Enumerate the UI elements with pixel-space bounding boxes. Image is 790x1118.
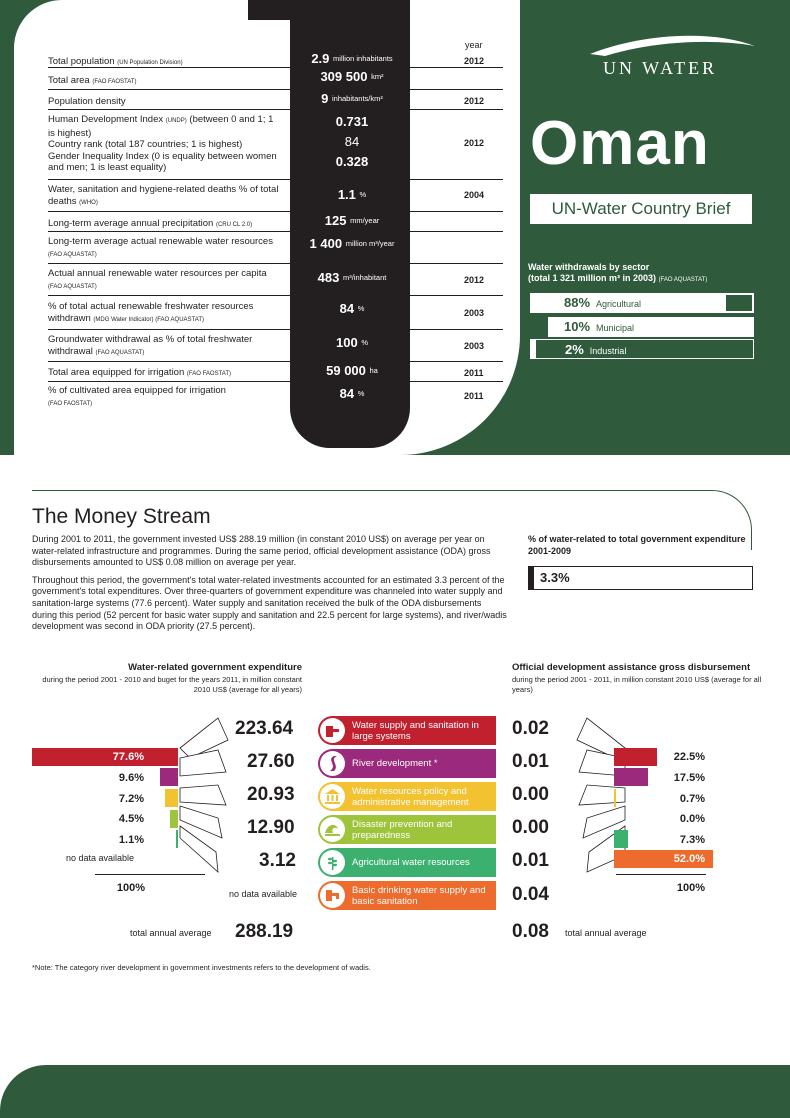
withdrawal-bar-agricultural: 88% Agricultural (530, 293, 754, 313)
oda-value-agricultural: 0.01 (512, 850, 549, 871)
withdrawal-remainder-agricultural (726, 293, 754, 313)
oda-pct-basic: 52.0% (673, 853, 705, 865)
money-stream-title: The Money Stream (32, 505, 211, 528)
country-title: Oman (530, 109, 710, 178)
withdrawal-bar-industrial: 2% Industrial (530, 339, 754, 359)
gov-expenditure-subtitle: during the period 2001 - 2010 and buget for the years 2011, in million constant 2010 US$ (average for all years) (42, 675, 302, 694)
gov-value-river: 27.60 (247, 751, 295, 772)
stat-row-withdrawn: % of total actual renewable freshwater resources withdrawn (MDG Water Indicator) (FAO AQUASTAT) 84 % 2003 (48, 296, 503, 330)
withdrawal-bar-municipal: 10% Municipal (548, 317, 754, 337)
gov-basic-no-data: no data available (66, 853, 135, 863)
gov-pct-large-systems: 77.6% (112, 751, 144, 763)
stat-row-density: Population density 9 $^{inhabitants/km^2}$ 2012 (48, 90, 503, 110)
oda-total-rule (616, 874, 706, 875)
oda-value-basic: 0.04 (512, 884, 549, 905)
gov-average-value: 288.19 (235, 921, 294, 942)
oda-bar-policy (614, 789, 616, 807)
stat-row-irrigation-pct: % of cultivated area equipped for irrigation (FAO FAOSTAT) 84 % 2011 (48, 385, 484, 407)
oda-pct-policy: 0.7% (679, 793, 705, 805)
oda-bar-agricultural (614, 830, 628, 848)
category-large-systems: Water supply and sanitation in large systems (318, 716, 496, 745)
stat-row-hdi: Human Development Index (UNDP) (between 0 and 1; 1 is highest) Country rank (total 187 countries; 1 is highest) Gender Inequality Index (0 is equality between women and men; 1 is least equality) 0.731 84 0.328 2012 (48, 110, 503, 180)
institution-icon (320, 784, 345, 809)
oda-bar-large-systems (614, 748, 657, 766)
oda-pct-agricultural: 7.3% (679, 834, 705, 846)
gov-pct-river: 9.6% (118, 772, 144, 784)
money-stream-text: During 2001 to 2011, the government invested US$ 288.19 million (in constant 2010 US$) on average per year on water-related infrastructure and programmes. During the same period, official development assistance (ODA) gross disbursements amounted to US$ 0.08 million on average per year. Throughout this period, the government's total water-related investments accounted for an estimated 3.3 percent of the government's total expenditures. Over three-quarters of government expenditure was channeled into water supply and sanitation-large systems (77.6 percent). Water supply and sanitation received the bulk of the ODA disbursements during this period (52 percent for basic water supply and sanitation and 22.5 percent for large systems), and river/wadis development was second in ODA priority (27.5 percent). (32, 534, 507, 632)
stat-row-precipitation: Long-term average annual precipitation (CRU CL 2.0) 125 $^{mm/year}$ (48, 212, 503, 232)
river-icon (320, 751, 345, 776)
oda-value-river: 0.01 (512, 751, 549, 772)
wheat-icon (320, 850, 345, 875)
tap-icon (320, 883, 345, 908)
wave-icon (320, 817, 345, 842)
gov-funnel-icon (178, 710, 230, 910)
oda-average-label: total annual average (565, 928, 647, 938)
oda-subtitle: during the period 2001 - 2011, in million constant 2010 US$ (average for all years) (512, 675, 762, 694)
oda-funnel-icon (575, 710, 627, 910)
footnote: *Note: The category river development in government investments refers to the development of wadis. (32, 963, 371, 972)
brand-name: UN WATER (603, 58, 718, 78)
oda-pct-river: 17.5% (673, 772, 705, 784)
gov-bar-agricultural (176, 830, 178, 848)
gov-bar-disaster (170, 810, 178, 828)
gov-average-label: total annual average (130, 928, 212, 938)
gov-expenditure-title: Water-related government expenditure (128, 662, 302, 673)
stat-row-population: Total population (UN Population Division) 2.9 $^{million inhabitants}$ 2012 (48, 50, 503, 68)
oda-value-large-systems: 0.02 (512, 718, 549, 739)
stat-row-area: Total area (FAO FAOSTAT) 309 500 $^{km^2}$ (48, 68, 503, 90)
gov-pct-disaster: 4.5% (118, 813, 144, 825)
footer-panel (0, 1065, 790, 1118)
oda-value-disaster: 0.00 (512, 817, 549, 838)
year-heading: year (465, 40, 483, 50)
stat-row-wash-deaths: Water, sanitation and hygiene-related deaths % of total deaths (WHO) 1.1 % 2004 (48, 180, 503, 212)
stat-row-groundwater: Groundwater withdrawal as % of total freshwater withdrawal (FAO AQUASTAT) 100 % 2003 (48, 330, 503, 362)
oda-title: Official development assistance gross disbursement (512, 662, 751, 673)
withdrawals-title: Water withdrawals by sector (total 1 321 million m³ in 2003) (FAO AQUASTAT) (528, 262, 708, 283)
category-basic: Basic drinking water supply and basic sanitation (318, 881, 496, 910)
gov-pct-policy: 7.2% (118, 793, 144, 805)
gov-value-policy: 20.93 (247, 784, 295, 805)
gov-value-disaster: 12.90 (247, 817, 295, 838)
oda-total-pct: 100% (676, 882, 705, 894)
gov-total-rule (95, 874, 205, 875)
building-tap-icon (320, 718, 345, 743)
oda-average-value: 0.08 (512, 921, 549, 942)
gov-bar-policy (165, 789, 178, 807)
expenditure-share-label: % of water-related to total government expenditure 2001-2009 (528, 534, 746, 556)
stat-row-irrigation-area: Total area equipped for irrigation (FAO FAOSTAT) 59 000 $^{ha}$ 2011 (48, 362, 503, 382)
expenditure-share-value: 3.3% (528, 566, 753, 590)
category-policy: Water resources policy and administrative management (318, 782, 496, 811)
gov-value-agricultural: 3.12 (259, 850, 296, 871)
gov-value-large-systems: 223.64 (235, 718, 294, 739)
oda-bar-river (614, 768, 648, 786)
stat-row-renewable: Long-term average actual renewable water resources (FAO AQUASTAT) 1 400 $^{million m^3/year}$ (48, 232, 503, 264)
oda-pct-large-systems: 22.5% (673, 751, 705, 763)
gov-bar-river (160, 768, 178, 786)
category-river: River development * (318, 749, 496, 778)
gov-value-basic: no data available (229, 889, 298, 899)
category-disaster: Disaster prevention and preparedness (318, 815, 496, 844)
gov-total-pct: 100% (116, 882, 145, 894)
stat-row-per-capita: Actual annual renewable water resources per capita (FAO AQUASTAT) 483 $^{m^3/inhabitant}$ 2012 (48, 264, 503, 296)
oda-value-policy: 0.00 (512, 784, 549, 805)
category-agricultural: Agricultural water resources (318, 848, 496, 877)
oda-pct-disaster: 0.0% (679, 813, 705, 825)
brief-subtitle: UN-Water Country Brief (530, 194, 752, 224)
gov-pct-agricultural: 1.1% (118, 834, 144, 846)
